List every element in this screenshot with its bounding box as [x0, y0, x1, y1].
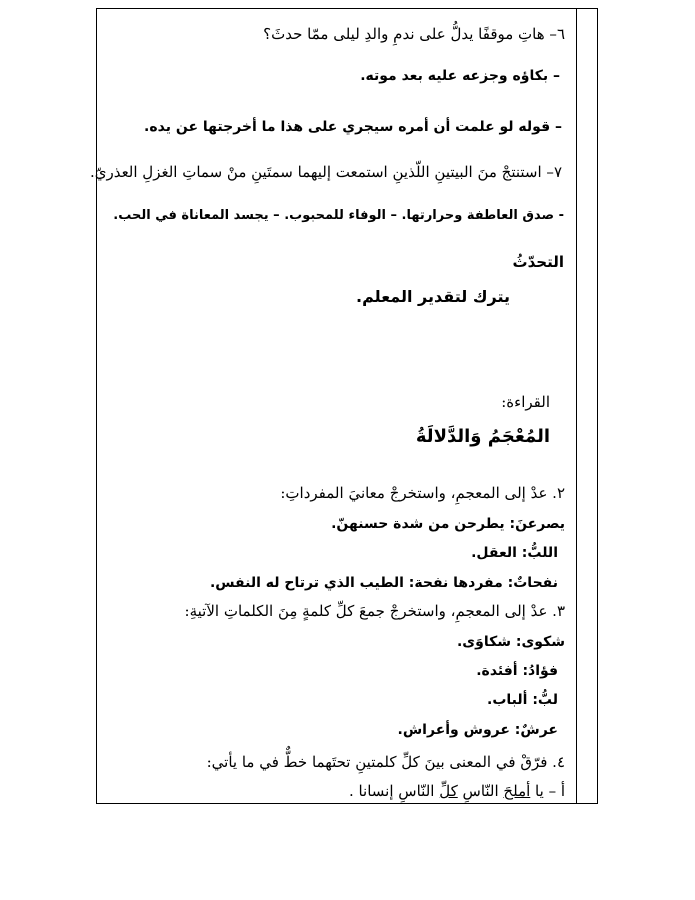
question-3: ٣. عدْ إلى المعجمِ، واستخرجْ جمعَ كلِّ كلمةٍ مِنَ الكلماتِ الآتيةِ:	[184, 602, 565, 620]
question-4: ٤. فرّقْ في المعنى بينَ كلِّ كلمتينِ تحتَهما خطٌّ في ما يأتي:	[206, 753, 565, 771]
plural-item-4: عرشٌ: عروش وأعراش.	[397, 722, 558, 738]
question-7: ٧– استنتجْ منَ البيتينِ اللّذينِ استمعت إليهما سمتَينِ منْ سماتِ الغزلِ العذريّ.	[89, 163, 562, 181]
plural-item-3: لبُّ: ألباب.	[487, 692, 558, 708]
plural-item-1: شكوى: شكاوَى.	[456, 634, 565, 650]
speaking-note: يترك لتقدير المعلم.	[356, 287, 510, 306]
vocab-item-3: نفحاتٌ: مفردها نفحة: الطيب الذي ترتاح له النفس.	[209, 575, 558, 591]
answer-7: - صدق العاطفة وحرارتها. – الوفاء للمحبوب. – يجسد المعاناة في الحب.	[113, 208, 564, 223]
answer-4-a	[349, 781, 565, 801]
answer-6-item-1: – بكاؤه وجزعه عليه بعد موته.	[360, 68, 560, 84]
underlined-word-2: كلِّ	[439, 782, 458, 800]
vocab-item-1: يصرعنَ: يطرحن من شدة حسنهنّ.	[331, 516, 565, 532]
speaking-heading: التحدّثُ	[512, 253, 564, 271]
question-2: ٢. عدْ إلى المعجمِ، واستخرجْ معانيَ المفرداتِ:	[280, 484, 565, 502]
answer-6-item-2: – قوله لو علمت أن أمره سيجري على هذا ما أخرجتها عن يده.	[144, 119, 562, 135]
reading-heading: القراءة:	[501, 393, 550, 411]
plural-item-2: فؤادُ: أفئدة.	[476, 663, 558, 679]
question-6: ٦– هاتِ موقفًا يدلُّ على ندمِ والدِ ليلى ممّا حدثَ؟	[263, 25, 565, 43]
vocab-item-2: اللبُّ: العقل.	[471, 545, 558, 561]
answer-4-prefix: أ – يا	[530, 782, 565, 800]
table-column-divider	[576, 8, 577, 804]
lexicon-heading: المُعْجَمُ وَالدَّلالَةُ	[415, 426, 550, 447]
answer-4-middle: النّاسِ	[457, 782, 504, 800]
underlined-word-1: أملحَ	[503, 782, 531, 800]
answer-4-suffix: النّاسِ إنسانا .	[348, 782, 440, 800]
